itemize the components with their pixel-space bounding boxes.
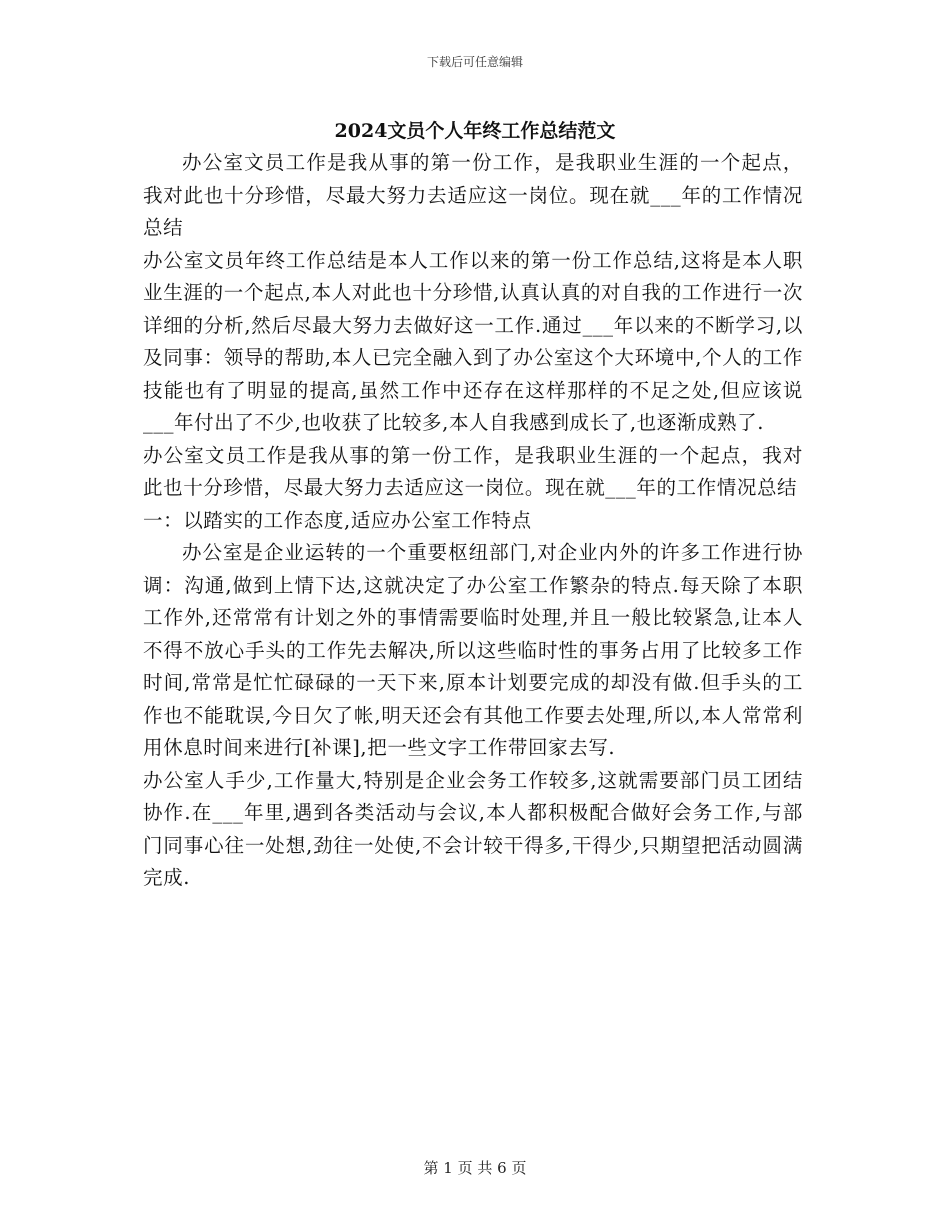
header-note: 下载后可任意编辑 bbox=[426, 55, 523, 69]
paragraph: 办公室文员工作是我从事的第一份工作，是我职业生涯的一个起点，我对此也十分珍惜，尽最大努力去适应这一岗位。现在就___年的工作情况总结 bbox=[143, 151, 803, 239]
section-heading: 一：以踏实的工作态度,适应办公室工作特点 bbox=[143, 508, 532, 532]
document-body bbox=[143, 147, 803, 895]
paragraph: 办公室人手少,工作量大,特别是企业会务工作较多,这就需要部门员工团结协作.在___年里,遇到各类活动与会议,本人都积极配合做好会务工作,与部门同事心往一处想,劲往一处使,不会计较干得多,干得少,只期望把活动圆满完成. bbox=[143, 768, 803, 889]
paragraph: 办公室文员工作是我从事的第一份工作，是我职业生涯的一个起点，我对此也十分珍惜，尽最大努力去适应这一岗位。现在就___年的工作情况总结 bbox=[143, 443, 803, 499]
paragraph: 办公室文员年终工作总结是本人工作以来的第一份工作总结,这将是本人职业生涯的一个起点,本人对此也十分珍惜,认真认真的对自我的工作进行一次详细的分析,然后尽最大努力去做好这一工作.通过___年以来的不断学习,以及同事：领导的帮助,本人已完全融入到了办公室这个大环境中,个人的工作技能也有了明显的提高,虽然工作中还存在这样那样的不足之处,但应该说___年付出了不少,也收获了比较多,本人自我感到成长了,也逐渐成熟了. bbox=[143, 248, 803, 434]
page-number: 第 1 页 共 6 页 bbox=[423, 1159, 527, 1177]
paragraph: 办公室是企业运转的一个重要枢纽部门,对企业内外的许多工作进行协调：沟通,做到上情下达,这就决定了办公室工作繁杂的特点.每天除了本职工作外,还常常有计划之外的事情需要临时处理,并且一般比较紧急,让本人不得不放心手头的工作先去解决,所以这些临时性的事务占用了比较多工作时间,常常是忙忙碌碌的一天下来,原本计划要完成的却没有做.但手头的工作也不能耽误,今日欠了帐,明天还会有其他工作要去处理,所以,本人常常利用休息时间来进行[补课],把一些文字工作带回家去写. bbox=[143, 541, 803, 759]
document-title: 2024文员个人年终工作总结范文 bbox=[334, 120, 616, 142]
